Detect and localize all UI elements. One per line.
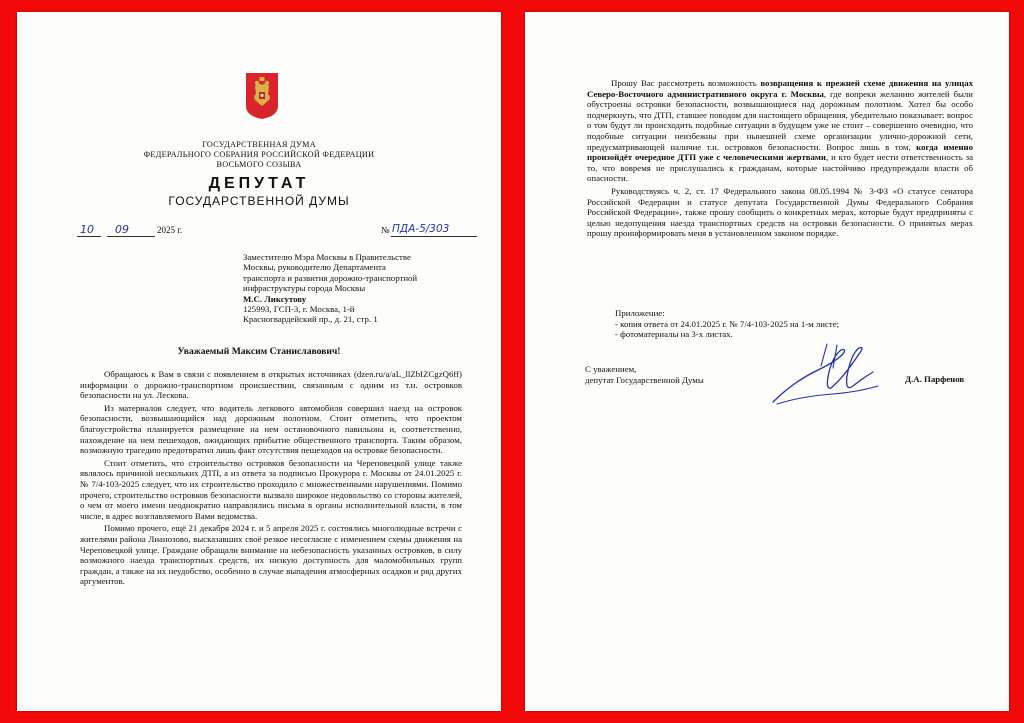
body-paragraph: Помимо прочего, ещё 21 декабря 2024 г. и 5 апреля 2025 г. состоялись многолюдные встречи с жителями района Лианозово, высказавших своё резкое несогласие с изменением схемы движения на Череповецкой улице. Граждане обращали внимание на небезопасность указанных островков, в силу возможного наезда транспортных средств, их низкую доступность для маломобильных групп граждан, а также на их неудобство, особенно в случае выпадения атмосферных осадков и ряд других аргументов. bbox=[80, 523, 462, 587]
bold-text-run: когда именно произойдёт очередное ДТП уже с человеческими жертвами bbox=[587, 141, 973, 163]
body-paragraph: Из материалов следует, что водитель легкового автомобиля совершил наезд на островок безопасности, возвышающийся над дорожным полотном. Стоит отметить, что проектом благоустройства планируется размещение на нем остановочного павильона и, соответственно, нахождение на нем пешеходов, ожидающих прибытие общественного транспорта. Таким образом, возможную трагедию предотвратил лишь факт отсутствия пешеходов на островке безопасности. bbox=[80, 402, 462, 456]
attachment-item: - фотоматериалы на 3-х листах. bbox=[615, 329, 733, 340]
body-paragraph: Руководствуясь ч. 2, ст. 17 Федерального закона 08.05.1994 № 3-ФЗ «О статусе сенатора Российской Федерации и статусе депутата Государственной Думы Федерального Собрания Российской Федерации», также прошу сообщить о конкретных мерах, которые будут предприняты с целью недопущения наезда транспортных средств на островки безопасности. О принятых мерах прошу проинформировать меня в установленном законом порядке. bbox=[587, 185, 973, 239]
addressee-line: Москвы, руководителю Департамента bbox=[243, 262, 386, 273]
coat-of-arms-icon bbox=[245, 72, 279, 120]
letter-subtitle: ГОСУДАРСТВЕННОЙ ДУМЫ bbox=[168, 194, 350, 208]
body-paragraph: Обращаюсь к Вам в связи с появлением в открытых источниках (dzen.ru/a/aL_llZbIZCgzQ6ff) информации о дорожно-транспортном происшествии, связанным с одним из т.н. островков безопасности на ул. Лескова. bbox=[80, 369, 462, 401]
date-day: 10 bbox=[80, 223, 94, 236]
addressee-block bbox=[243, 252, 481, 325]
addressee-line: транспорта и развития дорожно-транспортной bbox=[243, 272, 418, 283]
body-paragraph bbox=[587, 78, 973, 184]
signatory-name: Д.А. Парфенов bbox=[905, 374, 965, 384]
closing-position: депутат Государственной Думы bbox=[585, 374, 704, 385]
closing-block bbox=[585, 364, 704, 385]
date-year: 2025 г. bbox=[157, 225, 183, 235]
org-line-2: ФЕДЕРАЛЬНОГО СОБРАНИЯ РОССИЙСКОЙ ФЕДЕРАЦИИ bbox=[143, 150, 375, 159]
bold-text-run: возвращения к прежней схеме движения на улицах Северо-Восточного административного округа г. Москвы bbox=[587, 78, 974, 99]
addressee-line: инфраструктуры города Москвы bbox=[243, 283, 366, 294]
handwritten-signature-icon bbox=[763, 342, 883, 412]
attachment-item: - копия ответа от 24.01.2025 г. № 7/4-103-2025 на 1-м листе; bbox=[615, 318, 840, 329]
addressee-address: 125993, ГСП-3, г. Москва, 1-й bbox=[243, 304, 355, 315]
addressee-name: М.С. Ликсутову bbox=[243, 293, 307, 304]
letter-body-1 bbox=[80, 369, 462, 589]
registration-number bbox=[381, 224, 491, 240]
salutation: Уважаемый Максим Станиславович! bbox=[177, 346, 341, 357]
letter-page-2 bbox=[525, 12, 1009, 711]
closing-regards: С уважением, bbox=[585, 364, 637, 374]
letter-page-1 bbox=[17, 12, 501, 711]
text-run: , где вопреки желанию жителей были обустроены островки безопасности, возвышающиеся над дорожным полотном. Хотел бы особо подчеркнуть, что ДТП, ставшее поводом для настоящего обращения, убедительно показывает: вопрос о том будут ли происходить подобные ситуации в будущем уже не стоит – совершенно очевидно, что подобные ситуации неизбежны при нынешней схеме организации улично-дорожной сети, предусматривающей наличие т.н. островков безопасности. Вопрос лишь в том, bbox=[587, 88, 974, 152]
addressee-address: Красногвардейский пр., д. 21, стр. 1 bbox=[243, 314, 378, 325]
number-prefix: № bbox=[381, 225, 390, 235]
addressee-line: Заместителю Мэра Москвы в Правительстве bbox=[243, 252, 411, 262]
letter-title: ДЕПУТАТ bbox=[208, 175, 310, 192]
date-line bbox=[77, 225, 217, 239]
attachments-title: Приложение: bbox=[615, 308, 665, 318]
date-month: 09 bbox=[115, 223, 129, 236]
text-run: , и кто будет нести ответственность за то, что вовремя не прислушались к гражданам, которые настойчиво предупреждали власти об опасности. bbox=[587, 152, 973, 184]
org-line-3: ВОСЬМОГО СОЗЫВА bbox=[216, 160, 302, 169]
text-run: Прошу Вас рассмотреть возможность bbox=[611, 78, 761, 88]
letter-body-2 bbox=[587, 78, 973, 241]
org-line-1: ГОСУДАРСТВЕННАЯ ДУМА bbox=[202, 140, 316, 149]
body-paragraph: Стоит отметить, что строительство островков безопасности на Череповецкой улице также являлось причиной нескольких ДТП, а из ответа за подписью Прокурора г. Москвы от 24.01.2025 г. № 7/4-103-2025 следует, что их строительство проходило с множественными нарушениями. Помимо прочего, строительство островков безопасности вызвало широкое недовольство со стороны жителей, о чем от моего имени неоднократно направлялись письма в органы исполнительной власти, в том числе, в адрес возглавляемого Вами ведомства. bbox=[80, 457, 462, 521]
attachments-block bbox=[591, 308, 951, 340]
number-value: ПДА-5/303 bbox=[392, 223, 450, 235]
